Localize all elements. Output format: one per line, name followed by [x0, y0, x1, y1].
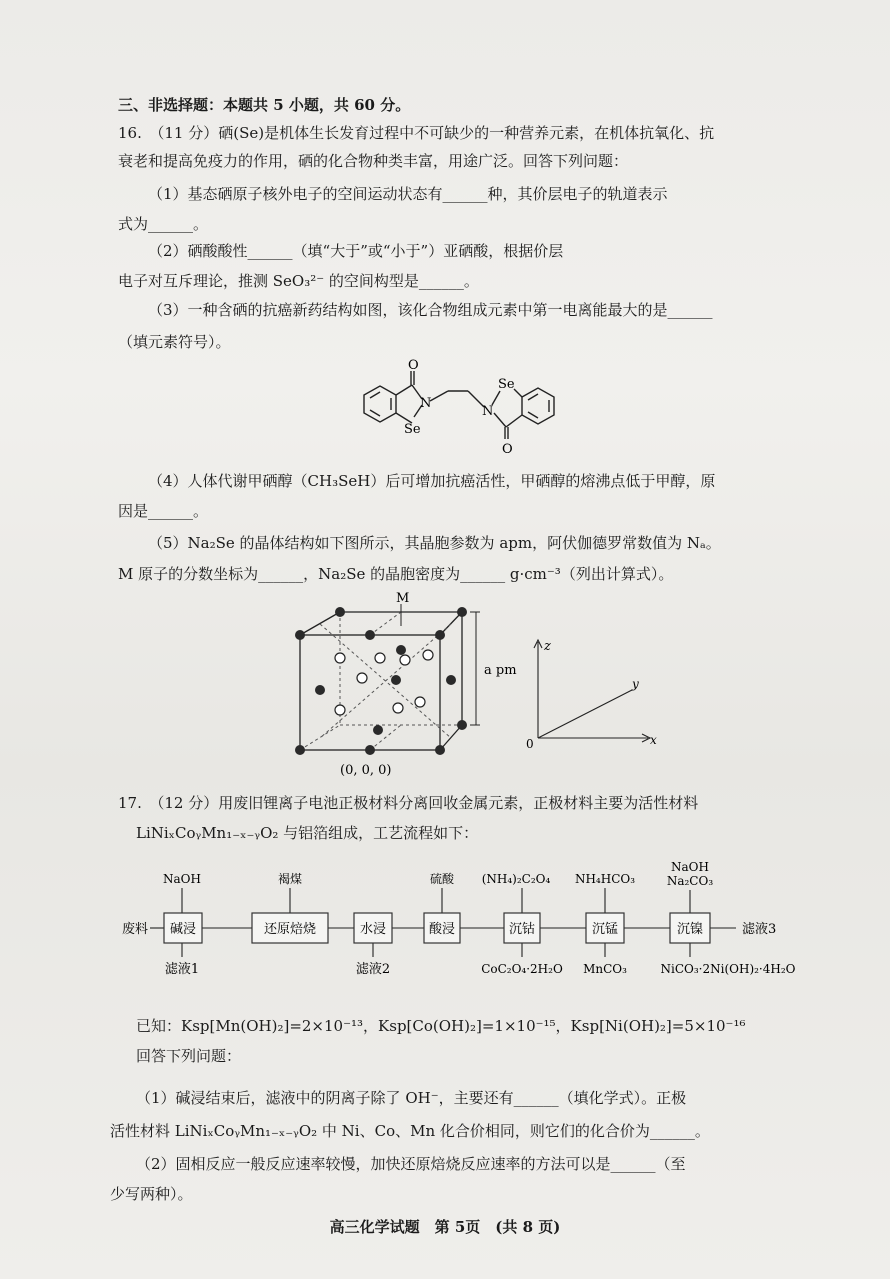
- step-manganese-precip: 沉锰: [591, 922, 619, 937]
- reagent-naoh: NaOH: [163, 872, 201, 886]
- q16-part2-line1: （2）硒酸酸性______（填“大于”或“小于”）亚硒酸，根据价层: [148, 242, 564, 260]
- q17-intro-line2: LiNiₓCoᵧMn₁₋ₓ₋ᵧO₂ 与铝箔组成，工艺流程如下：: [136, 824, 479, 842]
- page-footer: 高三化学试题 第 5页 (共 8 页): [329, 1218, 561, 1236]
- q16-part2-line2: 电子对互斥理论，推测 SeO₃²⁻ 的空间构型是______。: [118, 272, 479, 290]
- q16-part1-line1: （1）基态硒原子核外电子的空间运动状态有______种，其价层电子的轨道表示: [148, 185, 668, 203]
- q17-part1-line2: 活性材料 LiNiₓCoᵧMn₁₋ₓ₋ᵧO₂ 中 Ni、Co、Mn 化合价相同，则它们的化合价为______。: [110, 1122, 710, 1140]
- axis-x: x: [650, 733, 657, 747]
- axis-y: y: [632, 677, 639, 691]
- output-nickel-carbonate: NiCO₃·2Ni(OH)₂·4H₂O: [660, 962, 796, 976]
- q16-intro-line2: 衰老和提高免疫力的作用，硒的化合物种类丰富，用途广泛。回答下列问题：: [118, 152, 629, 170]
- step-alkali-leach: 碱浸: [169, 922, 197, 937]
- q17-known-ksp: 已知：Ksp[Mn(OH)₂]=2×10⁻¹³，Ksp[Co(OH)₂]=1×10⁻¹⁵，Ksp[Ni(OH)₂]=5×10⁻¹⁶: [136, 1017, 746, 1035]
- label-apm: a pm: [484, 663, 517, 678]
- q17-part1-line1: （1）碱浸结束后，滤液中的阴离子除了 OH⁻，主要还有______（填化学式）。正极: [136, 1089, 687, 1107]
- step-water-leach: 水浸: [359, 922, 387, 937]
- axis-origin: 0: [526, 737, 534, 751]
- section-header: 三、非选择题：本题共 5 小题，共 60 分。: [118, 96, 411, 114]
- axis-z: z: [544, 639, 551, 654]
- q16-part3-line1: （3）一种含硒的抗癌新药结构如图，该化合物组成元素中第一电离能最大的是______: [148, 301, 713, 319]
- step-nickel-precip: 沉镍: [676, 922, 704, 937]
- reagent-lignite: 褐煤: [277, 872, 303, 886]
- output-manganese-carbonate: MnCO₃: [583, 962, 627, 976]
- reagent-ammonium-bicarbonate: NH₄HCO₃: [574, 872, 636, 886]
- q16-part5-line2: M 原子的分数坐标为______，Na₂Se 的晶胞密度为______ g·cm⁻³（列出计算式）。: [118, 565, 674, 583]
- q16-intro-line1: 16. （11 分）硒(Se)是机体生长发育过程中不可缺少的一种营养元素，在机体抗氧化、抗: [118, 124, 715, 142]
- reagent-naoh-2: NaOH: [671, 860, 709, 874]
- step-cobalt-precip: 沉钴: [508, 922, 536, 937]
- reagent-sodium-carbonate: Na₂CO₃: [666, 874, 714, 888]
- atom-o2: O: [502, 442, 513, 457]
- na2se-unit-cell: [280, 590, 680, 780]
- reagent-sulfuric-acid: 硫酸: [429, 872, 455, 886]
- atom-se1: Se: [404, 422, 421, 437]
- q16-part4-line1: （4）人体代谢甲硒醇（CH₃SeH）后可增加抗癌活性，甲硒醇的熔沸点低于甲醇，原: [148, 472, 716, 490]
- output-filtrate1: 滤液1: [164, 962, 200, 977]
- selenium-drug-structure: [350, 355, 590, 465]
- reagent-ammonium-oxalate: (NH₄)₂C₂O₄: [481, 872, 551, 886]
- q16-part1-line2: 式为______。: [118, 215, 209, 233]
- q17-answer-prompt: 回答下列问题：: [136, 1047, 242, 1065]
- output-cobalt-oxalate: CoC₂O₄·2H₂O: [481, 962, 563, 976]
- q17-part2-line2: 少写两种）。: [110, 1185, 193, 1203]
- q16-part5-line1: （5）Na₂Se 的晶体结构如下图所示，其晶胞参数为 apm，阿伏伽德罗常数值为 Nₐ。: [148, 534, 721, 552]
- atom-n1: N: [420, 396, 432, 411]
- step-reduction-roast: 还原焙烧: [263, 922, 317, 937]
- atom-n2: N: [482, 404, 494, 419]
- output-filtrate2: 滤液2: [355, 962, 391, 977]
- label-m: M: [396, 591, 410, 606]
- atom-o1: O: [408, 358, 419, 373]
- label-origin: (0, 0, 0): [340, 763, 392, 778]
- q17-part2-line1: （2）固相反应一般反应速率较慢，加快还原焙烧反应速率的方法可以是______（至: [136, 1155, 686, 1173]
- q17-intro-line1: 17. （12 分）用废旧锂离子电池正极材料分离回收金属元素，正极材料主要为活性材料: [118, 794, 699, 812]
- atom-se2: Se: [498, 377, 515, 392]
- flow-filtrate3: 滤液3: [742, 922, 777, 937]
- q16-part3-line2: （填元素符号）。: [118, 333, 231, 351]
- step-acid-leach: 酸浸: [428, 922, 456, 937]
- flow-feed: 废料: [122, 922, 149, 937]
- process-flowchart: [120, 855, 820, 1000]
- q16-part4-line2: 因是______。: [118, 502, 209, 520]
